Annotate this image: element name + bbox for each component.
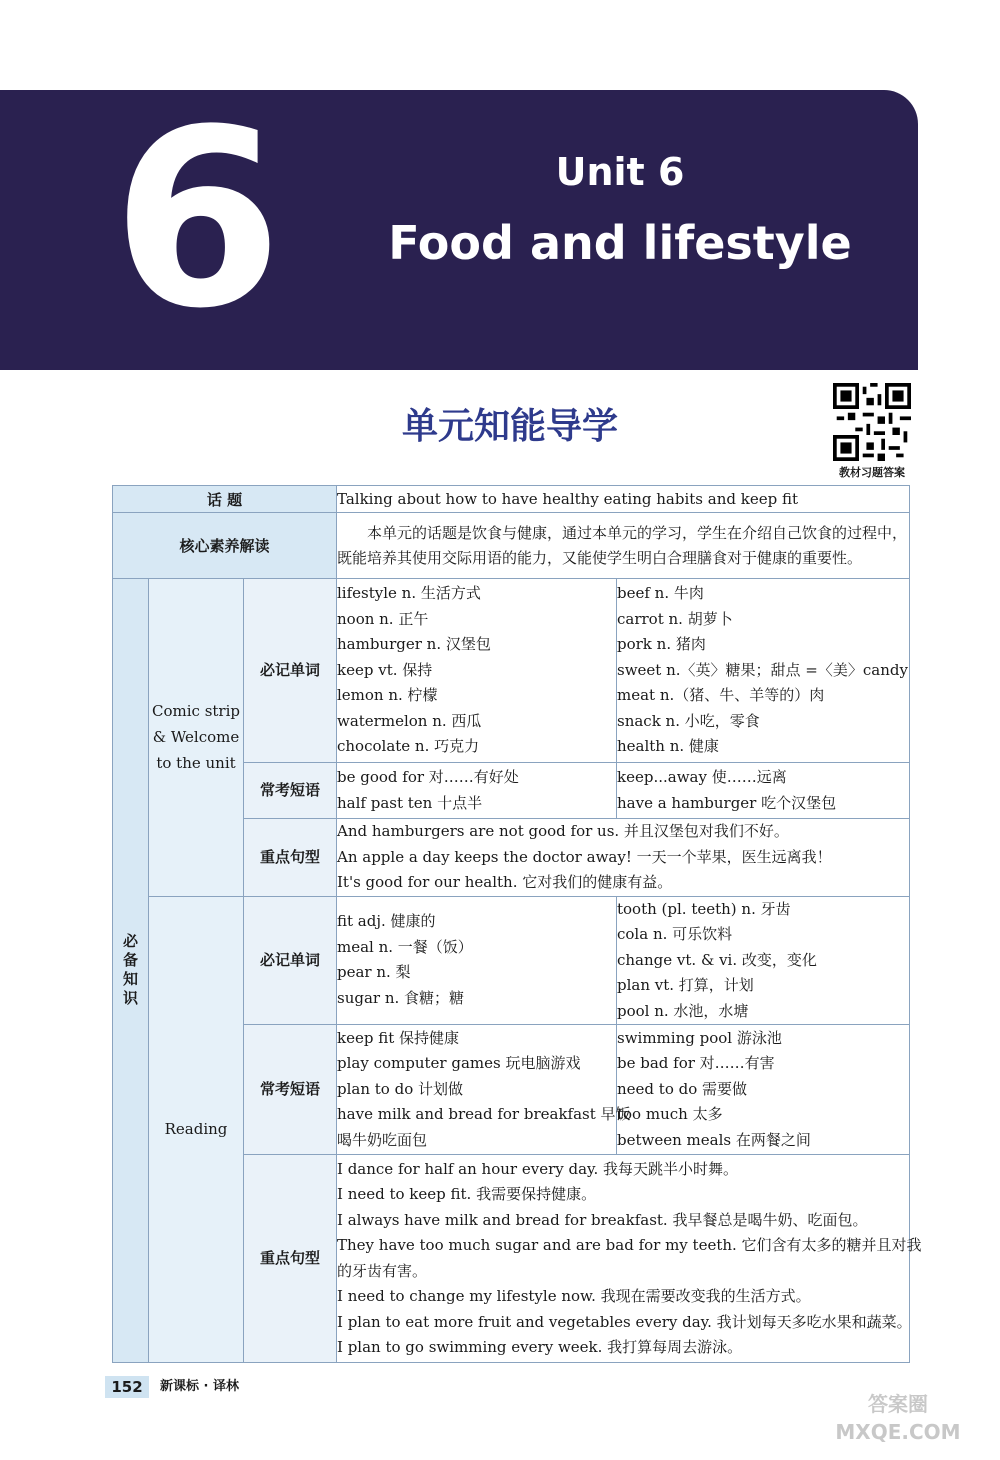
list-item: need to do 需要做	[617, 1079, 748, 1098]
sentences-list	[337, 1155, 922, 1363]
list-item: watermelon n. 西瓜	[337, 711, 482, 730]
qr-caption: 教材习题答案	[839, 466, 905, 479]
words-right-list	[617, 896, 910, 1025]
list-item: I need to change my lifestyle now. 我现在需要改变我的生活方式。	[337, 1287, 811, 1305]
core-paragraph: 本单元的话题是饮食与健康，通过本单元的学习，学生在介绍自己饮食的过程中，既能培养其使用交际用语的能力，又能使学生明白合理膳食对于健康的重要性。	[337, 523, 908, 567]
unit-number: 6	[112, 77, 283, 362]
list-item: have milk and bread for breakfast 早饭	[337, 1105, 631, 1124]
list-item: I need to keep fit. 我需要保持健康。	[337, 1185, 597, 1203]
list-item: I dance for half an hour every day. 我每天跳半小时舞。	[337, 1159, 739, 1178]
list-item: half past ten 十点半	[337, 793, 483, 812]
phrases-label: 常考短语	[244, 763, 337, 819]
list-item: health n. 健康	[617, 737, 719, 756]
watermark: 答案圈 MXQE.COM	[835, 1392, 961, 1444]
phrases-left-list	[337, 763, 617, 819]
list-item: pork n. 猪肉	[617, 635, 706, 654]
unit-label: Unit 6	[555, 150, 685, 194]
topic-label: 话 题	[113, 486, 337, 513]
words-right-list	[617, 579, 910, 763]
page-number: 152	[105, 1376, 149, 1398]
list-item: too much 太多	[617, 1105, 723, 1124]
section-name-comic: Comic strip & Welcome to the unit	[149, 579, 244, 897]
list-item: noon n. 正午	[337, 609, 429, 628]
sentences-label: 重点句型	[244, 1155, 337, 1363]
qr-code-icon[interactable]	[833, 383, 911, 461]
list-item: swimming pool 游泳池	[617, 1028, 782, 1047]
phrases-label: 常考短语	[244, 1025, 337, 1155]
words-label: 必记单词	[244, 896, 337, 1025]
list-item: I plan to eat more fruit and vegetables every day. 我计划每天多吃水果和蔬菜。	[337, 1312, 912, 1331]
words-left-list	[337, 896, 617, 1025]
list-item: I always have milk and bread for breakfast. 我早餐总是喝牛奶、吃面包。	[337, 1210, 868, 1229]
list-item: fit adj. 健康的	[337, 912, 436, 931]
list-item: keep fit 保持健康	[337, 1028, 460, 1047]
phrases-right-list	[617, 763, 910, 819]
section-name-reading: Reading	[149, 896, 244, 1363]
sentences-label: 重点句型	[244, 819, 337, 897]
list-item: keep...away 使……远离	[617, 768, 787, 786]
words-left-list	[337, 579, 617, 763]
list-item: pool n. 水池，水塘	[617, 1001, 749, 1020]
words-label: 必记单词	[244, 579, 337, 763]
list-item: sweet n.〈英〉糖果；甜点 =〈美〉candy	[617, 660, 908, 679]
list-item: change vt. & vi. 改变，变化	[617, 950, 817, 969]
list-item: be bad for 对……有害	[617, 1054, 775, 1073]
list-item: They have too much sugar and are bad for my teeth. 它们含有太多的糖并且对我	[337, 1236, 922, 1254]
phrases-right-list	[617, 1025, 910, 1155]
list-item: chocolate n. 巧克力	[337, 737, 480, 756]
list-item: cola n. 可乐饮料	[617, 925, 733, 943]
list-item: An apple a day keeps the doctor away! 一天一个苹果，医生远离我！	[337, 847, 832, 866]
core-label: 核心素养解读	[113, 513, 337, 579]
list-item: meal n. 一餐（饭）	[337, 937, 473, 956]
footer-brand: 新课标 · 译林	[160, 1379, 239, 1394]
list-item: beef n. 牛肉	[617, 584, 704, 603]
list-item: meat n.（猪、牛、羊等的）肉	[617, 686, 825, 705]
list-item: have a hamburger 吃个汉堡包	[617, 793, 837, 812]
phrases-left-list	[337, 1025, 631, 1155]
list-item: tooth (pl. teeth) n. 牙齿	[617, 899, 791, 918]
list-item: hamburger n. 汉堡包	[337, 635, 491, 654]
list-item: lemon n. 柠檬	[337, 686, 438, 705]
list-item: play computer games 玩电脑游戏	[337, 1054, 581, 1073]
list-item: lifestyle n. 生活方式	[337, 584, 481, 603]
list-item: snack n. 小吃，零食	[617, 711, 760, 730]
list-item: plan vt. 打算，计划	[617, 976, 754, 994]
list-item: I plan to go swimming every week. 我打算每周去游泳。	[337, 1338, 743, 1356]
list-item: sugar n. 食糖；糖	[337, 988, 465, 1007]
list-item: between meals 在两餐之间	[617, 1130, 811, 1149]
list-item: 喝牛奶吃面包	[337, 1130, 428, 1149]
topic-text: Talking about how to have healthy eating habits and keep fit	[337, 486, 910, 513]
list-item: plan to do 计划做	[337, 1079, 463, 1098]
list-item: pear n. 梨	[337, 963, 411, 982]
list-item: It's good for our health. 它对我们的健康有益。	[337, 873, 673, 891]
list-item: 的牙齿有害。	[337, 1261, 428, 1280]
knowledge-label: 必备知识	[113, 579, 149, 1363]
core-text	[337, 513, 910, 579]
list-item: And hamburgers are not good for us. 并且汉堡包对我们不好。	[337, 822, 789, 840]
sentences-list	[337, 819, 910, 897]
list-item: carrot n. 胡萝卜	[617, 609, 733, 628]
knowledge-table	[112, 485, 922, 1363]
list-item: keep vt. 保持	[337, 660, 433, 679]
unit-title: Food and lifestyle	[388, 216, 852, 270]
list-item: be good for 对……有好处	[337, 768, 519, 786]
section-title: 单元知能导学	[401, 406, 618, 447]
